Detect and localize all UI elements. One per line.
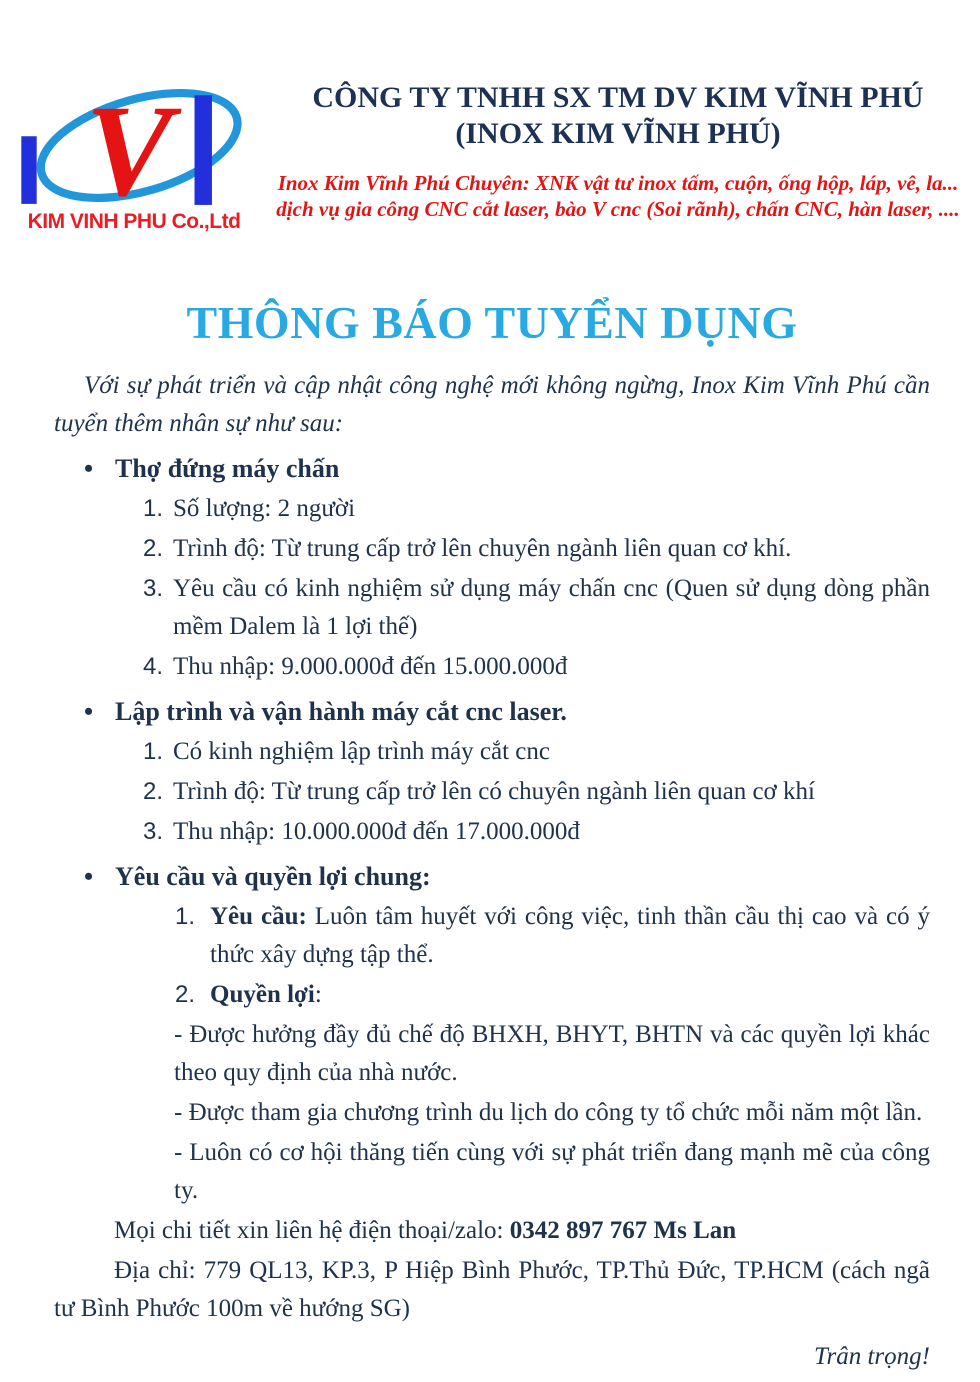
company-header — [272, 80, 964, 222]
company-logo — [14, 84, 254, 234]
contact-phone: 0342 897 767 Ms Lan — [509, 1217, 737, 1244]
logo-caption: KIM VINH PHU Co.,Ltd — [27, 210, 241, 233]
section-heading-yeu-cau-quyen-loi — [54, 858, 930, 896]
list-item — [54, 733, 930, 771]
contact-line — [54, 1212, 930, 1250]
bullet-icon — [84, 693, 93, 731]
section-heading-label: Lập trình và vận hành máy cắt cnc laser. — [115, 697, 567, 726]
logo-p-bar — [195, 95, 212, 205]
logo-v-letter: V — [85, 84, 173, 208]
list-number: 1. — [143, 495, 164, 522]
list-number: 3. — [143, 818, 164, 845]
company-name-line1: CÔNG TY TNHH SX TM DV KIM VĨNH PHÚ — [312, 81, 924, 114]
list-item — [54, 490, 930, 528]
notice-title: THÔNG BÁO TUYỂN DỤNG — [186, 297, 798, 348]
list-item-text: Thu nhập: 9.000.000đ đến 15.000.000đ — [173, 653, 568, 680]
item-text: : — [314, 981, 322, 1008]
list-number: 1. — [143, 738, 164, 765]
list-item-text: Thu nhập: 10.000.000đ đến 17.000.000đ — [173, 818, 580, 845]
benefit-item: - Được tham gia chương trình du lịch do công ty tổ chức mỗi năm một lần. — [174, 1099, 923, 1126]
section-heading-may-chan — [54, 450, 930, 488]
list-number: 2. — [143, 778, 164, 805]
kvp-logo-graphic — [14, 84, 250, 208]
section-heading-cnc-laser — [54, 693, 930, 731]
list-number: 2. — [143, 535, 164, 562]
company-tagline: Inox Kim Vĩnh Phú Chuyên: XNK vật tư inox tấm, cuộn, ống hộp, láp, vê, la... dịch vụ gia công CNC cắt laser, bào V cnc (Soi rãnh), chấn CNC, hàn laser, .... — [276, 171, 960, 221]
list-item — [54, 898, 930, 974]
address-line: Địa chỉ: 779 QL13, KP.3, P Hiệp Bình Phước, TP.Thủ Đức, TP.HCM (cách ngã tư Bình Phước 100m về hướng SG) — [54, 1257, 930, 1322]
signoff: Trân trọng! — [813, 1343, 930, 1370]
bullet-icon — [84, 450, 93, 488]
list-number: 4. — [143, 653, 164, 680]
list-item-text: Yêu cầu có kinh nghiệm sử dụng máy chấn cnc (Quen sử dụng dòng phần mềm Dalem là 1 lợi thế) — [173, 575, 930, 640]
list-number: 2. — [175, 981, 196, 1008]
item-bold-label: Yêu cầu: — [210, 903, 307, 930]
item-text: Luôn tâm huyết với công việc, tinh thần cầu thị cao và có ý thức xây dựng tập thể. — [210, 903, 930, 968]
company-name — [272, 80, 964, 152]
bullet-icon — [84, 858, 93, 896]
contact-text: Mọi chi tiết xin liên hệ điện thoại/zalo: — [114, 1217, 510, 1244]
list-item — [54, 530, 930, 568]
list-item-text — [210, 976, 930, 1014]
list-item — [54, 813, 930, 851]
intro-paragraph: Với sự phát triển và cập nhật công nghệ mới không ngừng, Inox Kim Vĩnh Phú cần tuyển thêm nhân sự như sau: — [54, 372, 930, 437]
list-item-text — [210, 898, 930, 974]
benefit-item: - Luôn có cơ hội thăng tiến cùng với sự phát triển đang mạnh mẽ của công ty. — [174, 1139, 930, 1204]
list-item — [54, 570, 930, 646]
logo-k-bar — [21, 136, 36, 204]
list-item-text: Có kinh nghiệm lập trình máy cắt cnc — [173, 738, 550, 765]
benefit-item: - Được hưởng đầy đủ chế độ BHXH, BHYT, BHTN và các quyền lợi khác theo quy định của nhà nước. — [174, 1021, 930, 1086]
notice-body — [54, 296, 930, 1376]
list-number: 1. — [175, 903, 196, 930]
list-item-text: Trình độ: Từ trung cấp trở lên chuyên ngành liên quan cơ khí. — [173, 535, 792, 562]
list-item-text: Trình độ: Từ trung cấp trở lên có chuyên ngành liên quan cơ khí — [173, 778, 815, 805]
list-item — [54, 976, 930, 1014]
list-item — [54, 773, 930, 811]
list-item — [54, 648, 930, 686]
section-heading-label: Yêu cầu và quyền lợi chung: — [115, 862, 431, 891]
list-item-text: Số lượng: 2 người — [173, 495, 356, 522]
list-number: 3. — [143, 575, 164, 602]
section-heading-label: Thợ đứng máy chấn — [115, 454, 340, 483]
company-name-line2: (INOX KIM VĨNH PHÚ) — [455, 117, 781, 150]
item-bold-label: Quyền lợi — [210, 981, 315, 1008]
